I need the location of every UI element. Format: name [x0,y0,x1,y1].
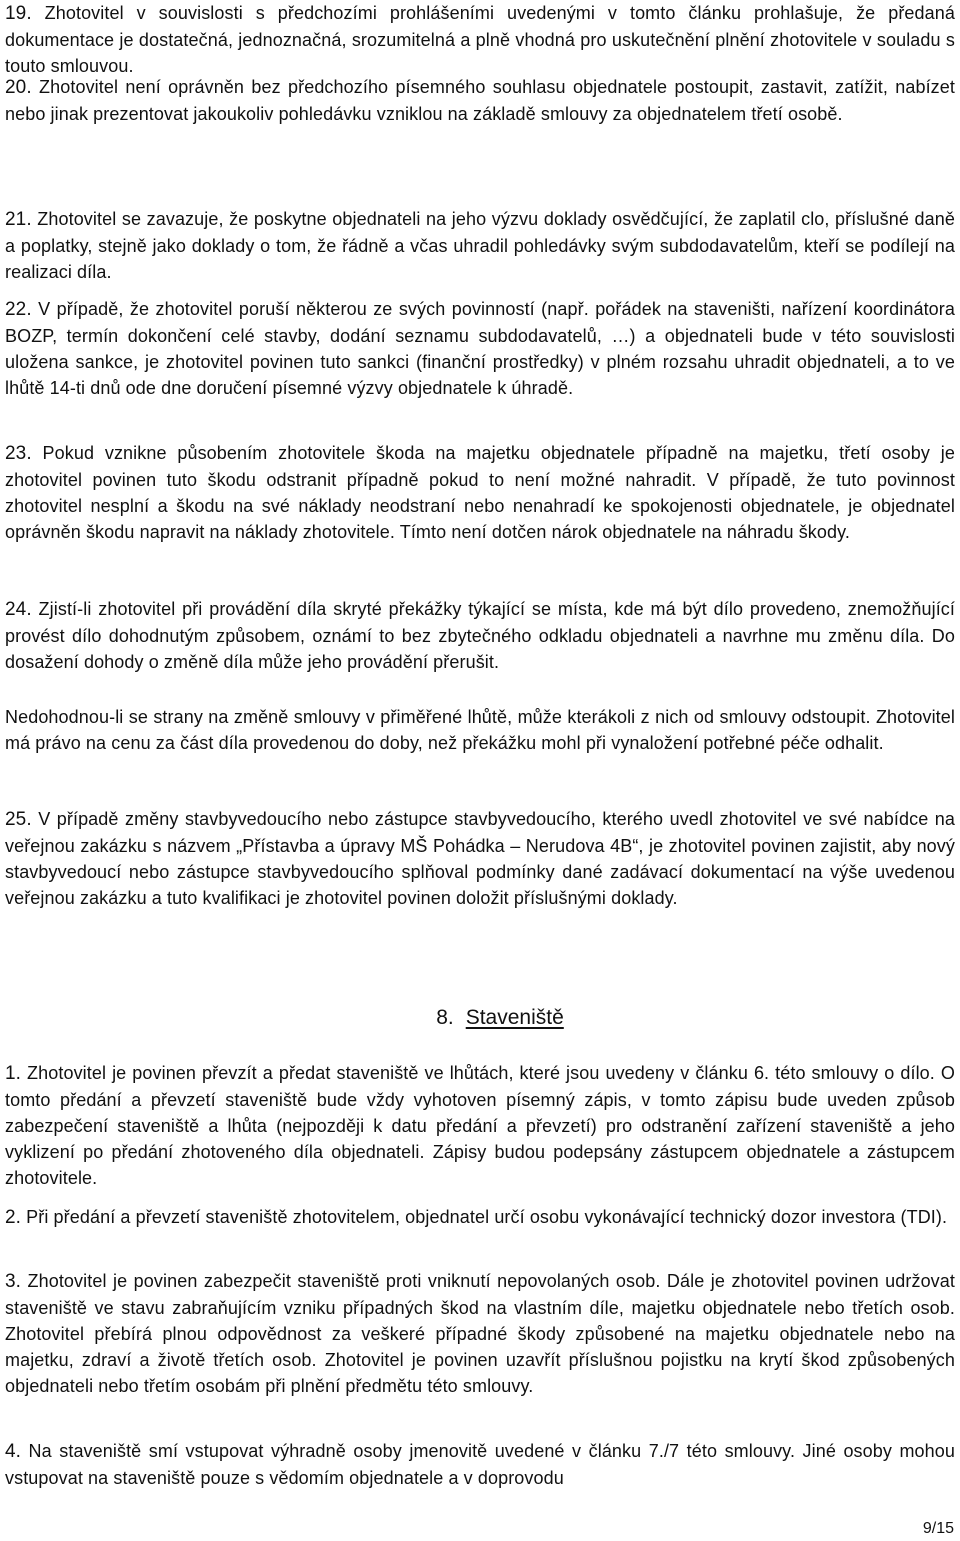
page-number: 9/15 [922,1520,954,1537]
paragraph-23 [5,440,955,545]
paragraph-number: 19. [5,3,32,24]
paragraph-number: 24. [5,599,32,620]
section-paragraph-3 [5,1268,955,1399]
paragraph-text: Na staveniště smí vstupovat výhradně osoby jmenovitě uvedené v článku 7./7 této smlouvy. Jiné osoby mohou vstupovat na staveniště pouze s vědomím objednatele a v doprovodu [5,1441,955,1488]
section-paragraph-1 [5,1060,955,1191]
paragraph-text: Zhotovitel v souvislosti s předchozími prohlášeními uvedenými v tomto článku prohlašuje, že předaná dokumentace je dostatečná, jednoznačná, srozumitelná a plně vhodná pro uskutečnění plnění zhotovitele v souladu s touto smlouvou. [5,3,955,76]
paragraph-24-continued [5,704,955,756]
paragraph-20 [5,74,955,127]
paragraph-text: Zhotovitel je povinen převzít a předat staveniště ve lhůtách, které jsou uvedeny v článku 6. této smlouvy o dílo. O tomto předání a převzetí staveniště bude vždy vyhotoven písemný zápis, v tomto zápisu bude uveden způsob zabezpečení staveniště a lhůta (nejpozději k datu předání a převzetí) pro odstranění zařízení staveniště a jeho vyklizení po předání zhotoveného díla objednateli. Zápisy budou podepsány zástupcem objednatele a zástupcem zhotovitele. [5,1063,955,1188]
paragraph-text: Nedohodnou-li se strany na změně smlouvy v přiměřené lhůtě, může kterákoli z nich od smlouvy odstoupit. Zhotovitel má právo na cenu za část díla provedenou do doby, než překážku mohl při vynaložení potřebné péče odhalit. [5,707,955,753]
paragraph-number: 23. [5,443,32,464]
paragraph-number: 25. [5,809,32,830]
paragraph-25 [5,806,955,911]
paragraph-text: Zhotovitel není oprávněn bez předchozího písemného souhlasu objednatele postoupit, zastavit, zatížit, nabízet nebo jinak prezentovat jakoukoliv pohledávku vzniklou na základě smlouvy za objednatelem třetí osobě. [5,77,955,124]
paragraph-number: 22. [5,299,32,320]
paragraph-text: Zjistí-li zhotovitel při provádění díla skryté překážky týkající se místa, kde má být dílo provedeno, znemožňující provést dílo dohodnutým způsobem, oznámí to bez zbytečného odkladu objednateli a navrhne mu změnu díla. Do dosažení dohody o změně díla může jeho provádění přerušit. [5,599,955,672]
paragraph-text: Při předání a převzetí staveniště zhotovitelem, objednatel určí osobu vykonávající technický dozor investora (TDI). [26,1207,948,1227]
section-title: Staveniště [465,1006,564,1029]
paragraph-number: 4. [5,1441,22,1462]
paragraph-21 [5,206,955,285]
section-heading [0,1004,960,1032]
paragraph-text: Pokud vznikne působením zhotovitele škoda na majetku objednatele případně na majetku, třetí osoby je zhotovitel povinen tuto škodu odstranit případně pokud to není možné nahradit. V případě, že tuto povinnost zhotovitel nesplní a škodu na své náklady neodstraní nebo nenahradí ke spokojenosti objednatele, je objednatel oprávněn škodu napravit na náklady zhotovitele. Tímto není dotčen nárok objednatele na náhradu škody. [5,443,955,542]
paragraph-text: V případě, že zhotovitel poruší některou ze svých povinností (např. pořádek na staveništi, nařízení koordinátora BOZP, termín dokončení celé stavby, dodání seznamu subdodavatelů, …) a objednateli bude v této souvislosti uložena sankce, je zhotovitel povinen tuto sankci (finanční prostředky) v plném rozsahu uhradit objednateli, a to ve lhůtě 14-ti dnů ode dne doručení písemné výzvy objednatele k úhradě. [5,299,955,398]
paragraph-text: Zhotovitel je povinen zabezpečit staveniště proti vniknutí nepovolaných osob. Dále je zhotovitel povinen udržovat staveniště ve stavu zabraňujícím vzniku případných škod na vlastním díle, majetku objednatele nebo třetích osob. Zhotovitel přebírá plnou odpovědnost za veškeré případné škody způsobené na majetku objednatele nebo na majetku, zdraví a životě třetích osob. Zhotovitel je povinen uzavřít příslušnou pojistku na krytí škod způsobených objednateli nebo třetím osobám při plnění předmětu této smlouvy. [5,1271,955,1396]
paragraph-19 [5,0,955,79]
paragraph-text: V případě změny stavbyvedoucího nebo zástupce stavbyvedoucího, kterého uvedl zhotovitel ve své nabídce na veřejnou zakázku s názvem „Přístavba a úpravy MŠ Pohádka – Nerudova 4B“, je zhotovitel povinen zajistit, aby nový stavbyvedoucí nebo zástupce stavbyvedoucího splňoval podmínky dané zadávací dokumentací na výše uvedenou veřejnou zakázku a tuto kvalifikaci je zhotovitel povinen doložit příslušnými doklady. [5,809,955,908]
paragraph-number: 21. [5,209,32,230]
paragraph-number: 3. [5,1271,22,1292]
paragraph-text: Zhotovitel se zavazuje, že poskytne objednateli na jeho výzvu doklady osvědčující, že zaplatil clo, příslušné daně a poplatky, stejně jako doklady o tom, že řádně a včas uhradil pohledávky svým subdodavatelům, kteří se podílejí na realizaci díla. [5,209,955,282]
section-paragraph-2 [5,1204,955,1231]
paragraph-number: 2. [5,1207,22,1228]
section-paragraph-4 [5,1438,955,1491]
paragraph-number: 20. [5,77,32,98]
paragraph-22 [5,296,955,401]
paragraph-24 [5,596,955,675]
paragraph-number: 1. [5,1063,22,1084]
section-number: 8. [436,1006,454,1029]
